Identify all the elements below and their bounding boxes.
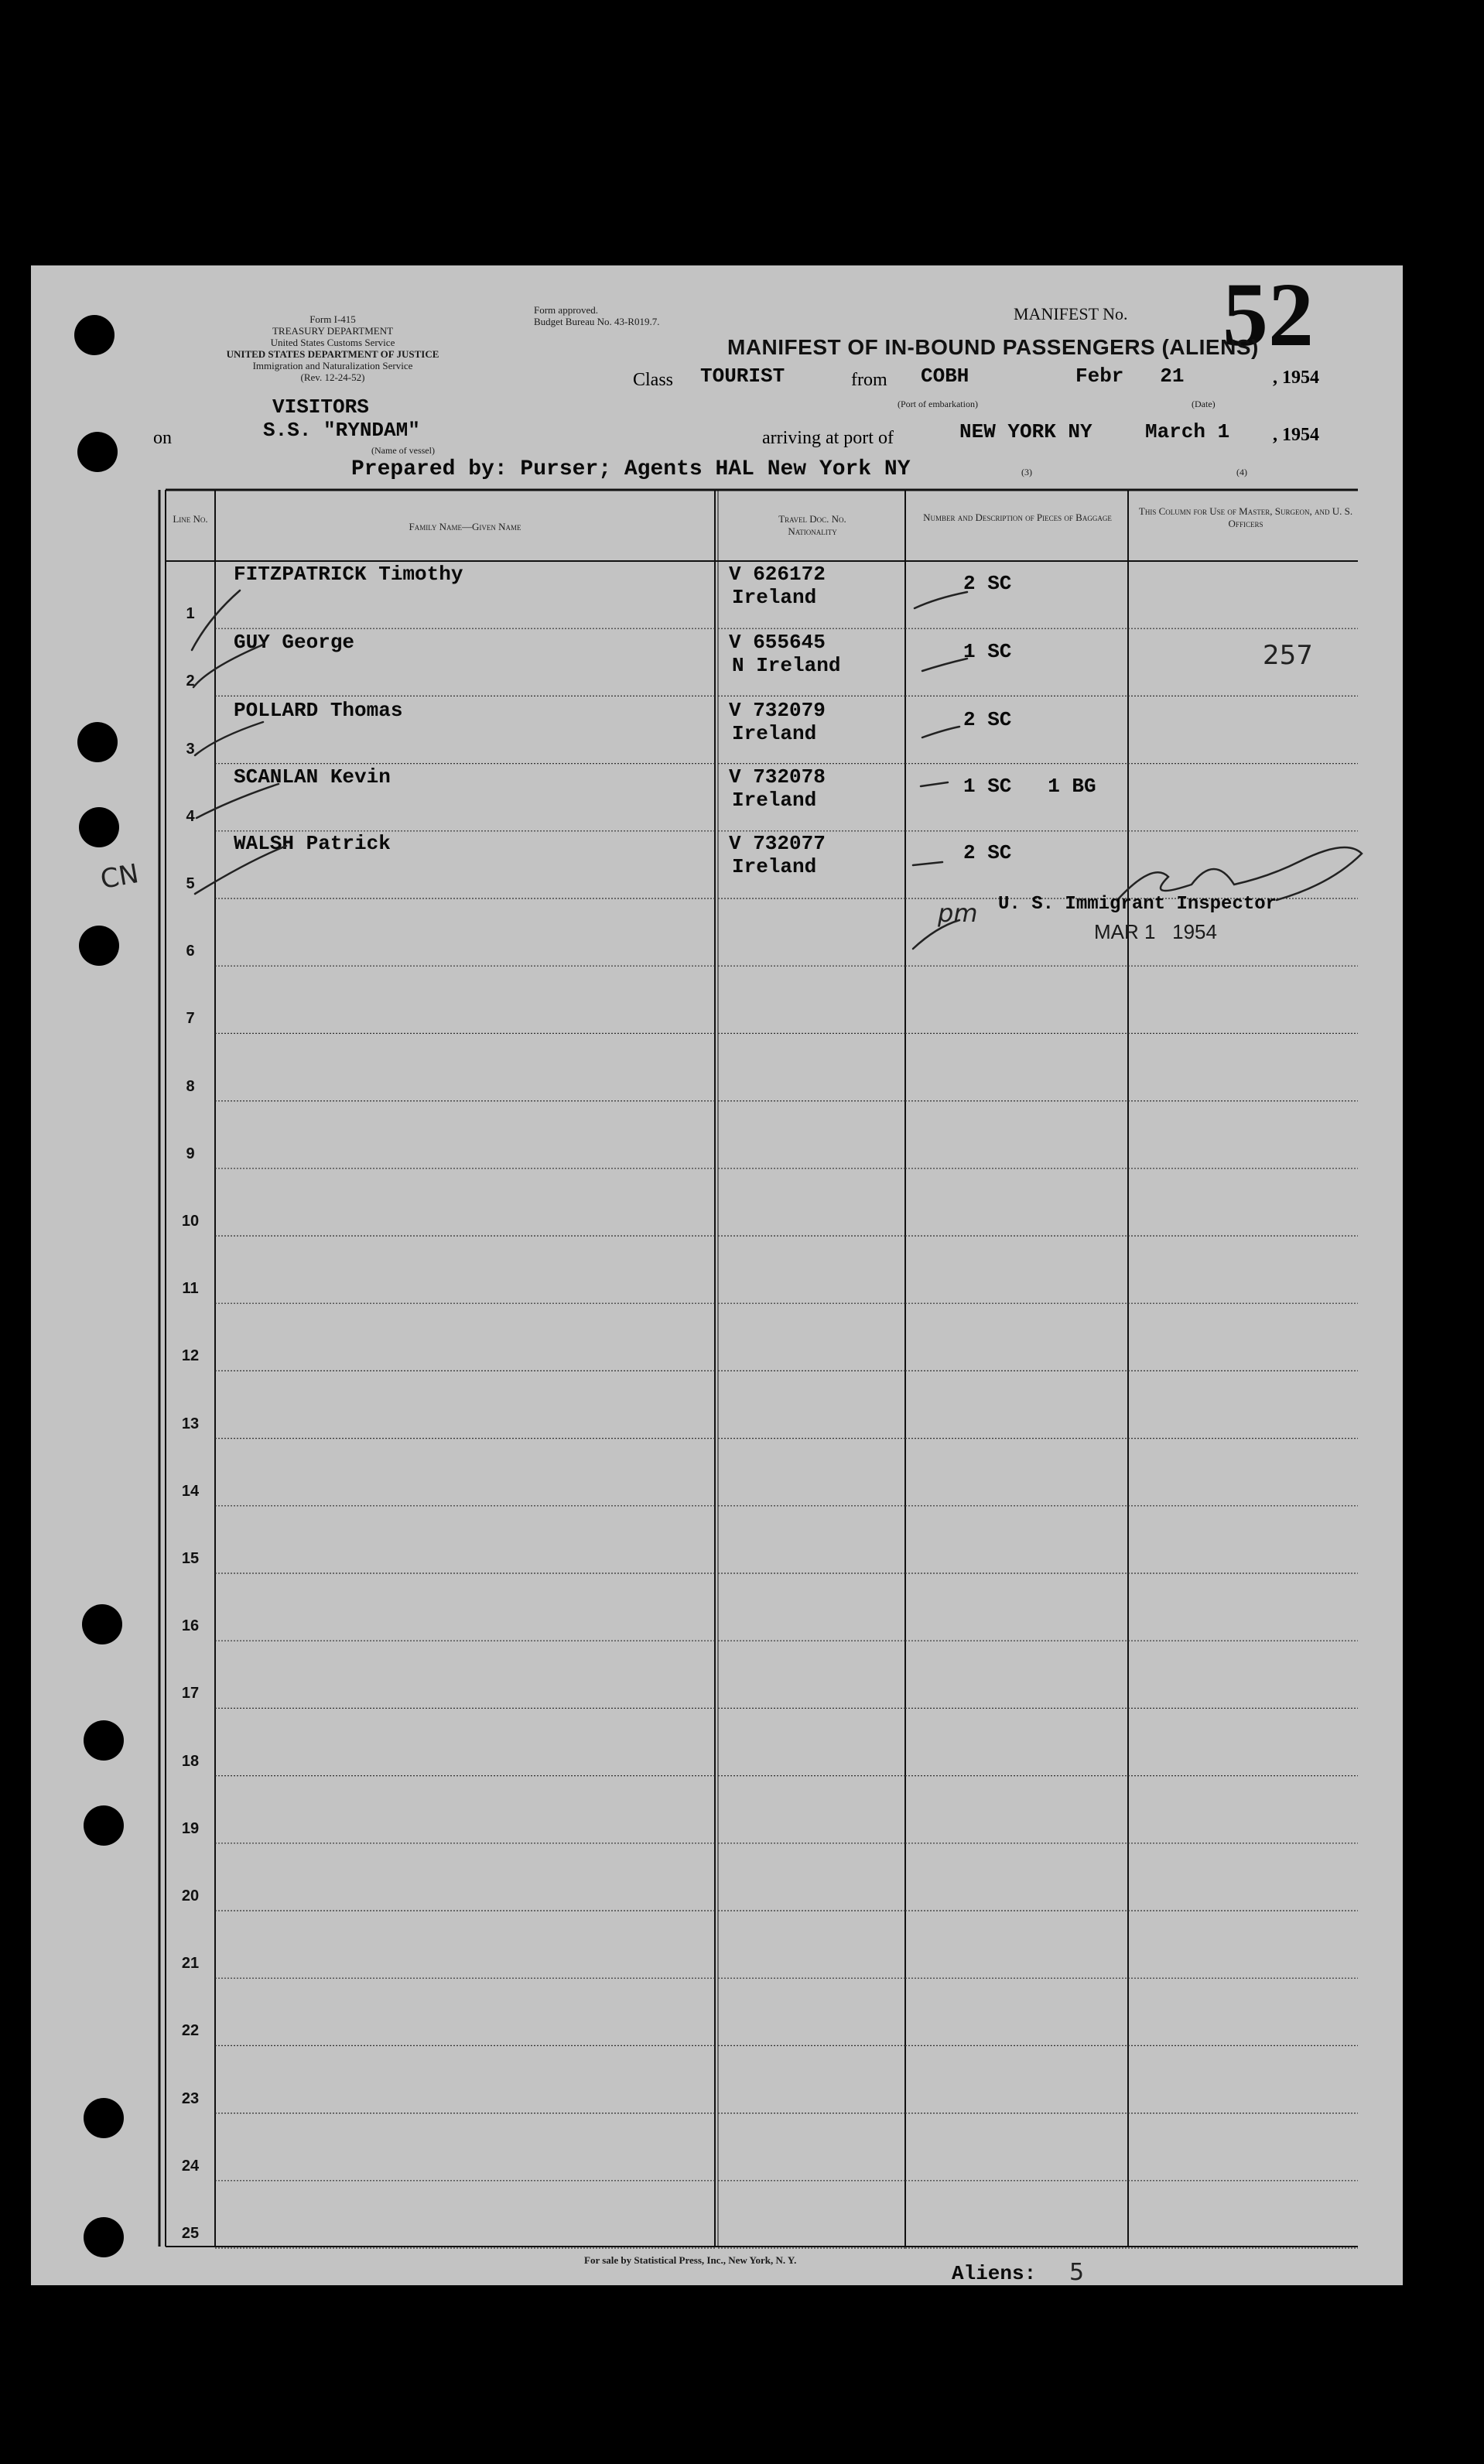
line-number: 14 (181, 1482, 200, 1500)
passenger-nationality: Ireland (732, 789, 817, 812)
arrival-date: March 1 (1145, 420, 1230, 443)
line-number: 15 (181, 1550, 200, 1567)
line-number: 20 (181, 1887, 200, 1904)
col-header-line-no: Line No. (173, 513, 208, 525)
line-number: 10 (181, 1213, 200, 1230)
handwritten-marks (31, 265, 1403, 2285)
line-number: 23 (181, 2089, 200, 2107)
line-number: 25 (181, 2225, 200, 2242)
passenger-nationality: Ireland (732, 722, 817, 745)
travel-doc-number: V 626172 (729, 563, 826, 586)
line-number: 21 (181, 1955, 200, 1973)
page-title: MANIFEST OF IN-BOUND PASSENGERS (ALIENS) (727, 335, 1259, 359)
line-number: 8 (186, 1077, 195, 1095)
line-number: 18 (181, 1752, 200, 1770)
inspection-stamp-date: MAR 1 1954 (1094, 920, 1217, 943)
line-number: 2 (186, 672, 195, 690)
line-number: 3 (186, 740, 195, 758)
col-header-officers: This Column for Use of Master, Surgeon, and U. S. Officers (1138, 505, 1353, 529)
line-number: 19 (181, 1819, 200, 1837)
agency-line: United States Customs Service (270, 337, 395, 348)
arriving-label: arriving at port of (762, 428, 894, 448)
approval-line: Budget Bureau No. 43-R019.7. (534, 316, 660, 327)
col-header-baggage: Number and Description of Pieces of Baggage (923, 512, 1112, 523)
inspector-initials: pm (938, 898, 978, 928)
passenger-nationality: Ireland (732, 855, 817, 878)
line-number: 1 (186, 605, 195, 623)
travel-doc-number: V 732079 (729, 699, 826, 722)
visitors-note: VISITORS (272, 395, 369, 419)
passenger-name: SCANLAN Kevin (234, 765, 391, 789)
manifest-number: 52 (1222, 264, 1314, 365)
inspector-title: U. S. Immigrant Inspector (998, 894, 1277, 915)
passenger-name: GUY George (234, 631, 355, 654)
date-caption: (Date) (1192, 399, 1216, 409)
class-label: Class (633, 370, 674, 390)
vessel-name: S.S. "RYNDAM" (263, 419, 420, 442)
line-number: 4 (186, 807, 195, 825)
from-label: from (851, 370, 887, 390)
margin-mark: CN (97, 858, 142, 895)
baggage-description: 2 SC (963, 841, 1012, 864)
passenger-name: WALSH Patrick (234, 832, 391, 855)
baggage-description: 1 SC (963, 640, 1012, 663)
arrival-year: , 1954 (1273, 425, 1319, 445)
manifest-number-label: MANIFEST No. (1014, 304, 1128, 323)
caption-3: (3) (1021, 467, 1032, 477)
line-number: 9 (186, 1145, 195, 1162)
line-number: 24 (181, 2157, 200, 2175)
aliens-label: Aliens: (952, 2262, 1037, 2285)
col-header-name: Family Name—Given Name (409, 521, 521, 532)
travel-doc-number: V 655645 (729, 631, 826, 654)
baggage-description: 1 SC 1 BG (963, 775, 1096, 798)
aliens-count: 5 (1069, 2259, 1085, 2286)
embark-date: Febr 21 (1075, 364, 1185, 388)
vessel-caption: (Name of vessel) (371, 445, 435, 456)
col-header-travel-doc: Travel Doc. No. Nationality (778, 513, 846, 537)
revision-date: (Rev. 12-24-52) (300, 371, 365, 383)
line-number: 5 (186, 875, 195, 892)
manifest-page (31, 265, 1403, 2285)
line-number: 7 (186, 1010, 195, 1028)
agency-line: UNITED STATES DEPARTMENT OF JUSTICE (226, 348, 439, 360)
line-number: 16 (181, 1617, 200, 1635)
embark-year: , 1954 (1273, 368, 1319, 388)
printer-credit: For sale by Statistical Press, Inc., New York, N. Y. (584, 2254, 797, 2266)
agency-line: Immigration and Naturalization Service (252, 360, 413, 371)
baggage-description: 2 SC (963, 572, 1012, 595)
caption-4: (4) (1236, 467, 1247, 477)
form-number: Form I-415 (309, 313, 356, 325)
passenger-nationality: N Ireland (732, 654, 841, 677)
approval-line: Form approved. (534, 304, 599, 316)
passenger-name: POLLARD Thomas (234, 699, 403, 722)
line-number: 6 (186, 943, 195, 960)
agency-line: TREASURY DEPARTMENT (272, 325, 394, 337)
prepared-by: Prepared by: Purser; Agents HAL New York NY (351, 457, 911, 481)
class-value: TOURIST (700, 364, 785, 388)
line-number: 12 (181, 1347, 200, 1365)
on-label: on (153, 428, 172, 448)
port-of-arrival: NEW YORK NY (959, 420, 1092, 443)
officer-note: 257 (1263, 640, 1313, 671)
line-number: 17 (181, 1685, 200, 1703)
line-number: 22 (181, 2022, 200, 2040)
baggage-description: 2 SC (963, 708, 1012, 731)
passenger-name: FITZPATRICK Timothy (234, 563, 463, 586)
travel-doc-number: V 732078 (729, 765, 826, 789)
line-number: 11 (182, 1280, 199, 1298)
travel-doc-number: V 732077 (729, 832, 826, 855)
port-of-embarkation: COBH (921, 364, 969, 388)
passenger-nationality: Ireland (732, 586, 817, 609)
line-number: 13 (181, 1415, 200, 1432)
port-embark-caption: (Port of embarkation) (898, 399, 978, 409)
